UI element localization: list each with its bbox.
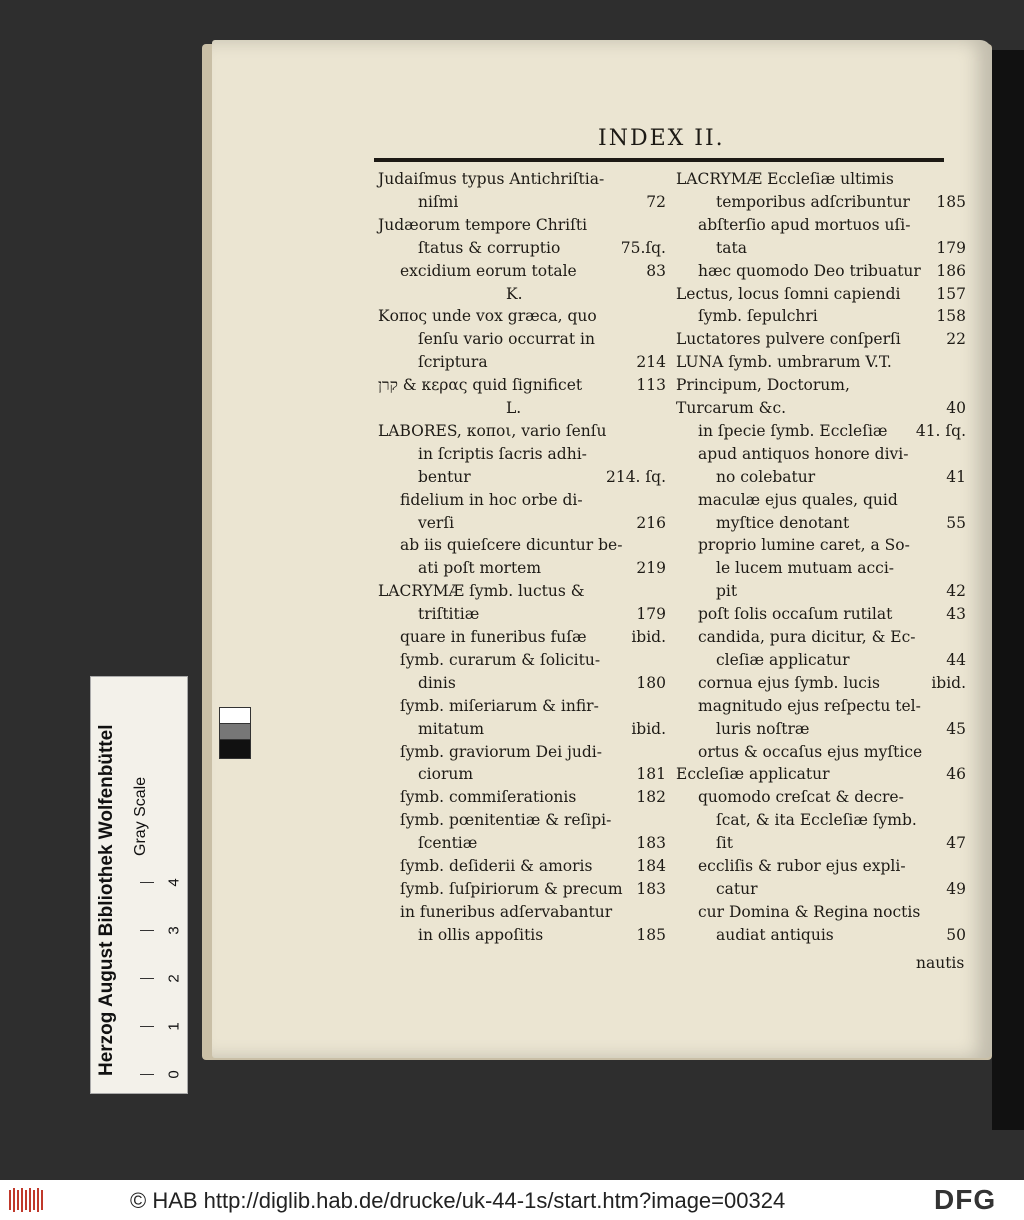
header-rule [374, 158, 944, 162]
page-reference: 179 [936, 238, 966, 257]
index-entry: ati poſt mortem [418, 559, 542, 578]
index-entry: cornua ejus ſymb. lucis [698, 673, 880, 692]
page-reference: 157 [936, 284, 966, 303]
ruler-institution-label: Herzog August Bibliothek Wolfenbüttel [96, 724, 117, 1076]
index-entry: Eccleſiæ applicatur [676, 765, 830, 784]
page-reference: 75.ſq. [620, 238, 666, 257]
index-entry: ſcentiæ [418, 834, 478, 853]
page-reference: 55 [946, 513, 966, 532]
page-reference: 219 [636, 559, 666, 578]
index-entry: luris noſtræ [716, 719, 810, 738]
page-reference: 49 [946, 879, 966, 898]
index-entry: ſcat, & ita Eccleſiæ ſymb. [716, 811, 917, 830]
index-entry: tata [716, 238, 747, 257]
index-entry: ciorum [418, 765, 474, 784]
page-reference: 41 [946, 467, 966, 486]
index-entry: le lucem mutuam acci- [716, 559, 895, 578]
page-reference: 186 [936, 261, 966, 280]
page-reference: 41. ſq. [915, 421, 966, 440]
hab-logo-icon [8, 1186, 48, 1214]
index-entry: magnitudo ejus reſpectu tel- [698, 696, 921, 715]
index-entry: cur Domina & Regina noctis [698, 902, 921, 921]
ruler-mark: 0 [165, 1070, 183, 1079]
index-entry: myſtice denotant [716, 513, 850, 532]
index-entry: L. [506, 399, 522, 417]
index-entry: in ſcriptis ſacris adhi- [418, 444, 587, 463]
page-reference: 214. ſq. [605, 467, 666, 486]
index-entry: eccliſis & rubor ejus expli- [698, 857, 906, 875]
index-entry: ſenſu vario occurrat in [418, 330, 595, 349]
index-entry: Turcarum &c. [676, 399, 787, 417]
index-entry: קרן & κερας quid ſignificet [378, 376, 583, 395]
index-entry: bentur [418, 467, 471, 486]
ruler-mark: 2 [165, 974, 183, 983]
page-reference: 50 [946, 925, 966, 944]
page-reference: 42 [946, 582, 966, 601]
page-reference: ibid. [631, 719, 666, 738]
gray-scale-label: Gray Scale [132, 776, 149, 856]
index-entry: no colebatur [716, 467, 816, 486]
page-reference: 46 [946, 765, 966, 784]
index-entry: fidelium in hoc orbe di- [400, 490, 583, 509]
index-entry: ſymb. ſuſpiriorum & precum [400, 879, 623, 898]
index-entry: in funeribus adſervabantur [400, 902, 613, 921]
page-reference: 179 [636, 605, 666, 624]
index-entry: in ſpecie ſymb. Eccleſiæ [698, 421, 888, 440]
index-entry: dinis [418, 673, 456, 692]
index-entry: LUNA ſymb. umbrarum V.T. [676, 353, 892, 372]
index-entry: K. [506, 284, 523, 303]
index-entry: ſit [716, 834, 733, 853]
index-entry: ſymb. graviorum Dei judi- [400, 742, 602, 761]
index-entry: LABORES, κοποι, vario ſenſu [378, 421, 607, 440]
ruler-mark: 1 [165, 1022, 183, 1031]
index-entry: ſcriptura [418, 353, 488, 372]
index-entry: Κοπος unde vox græca, quo [378, 307, 597, 326]
page-reference: 72 [646, 192, 666, 211]
page-reference: 182 [636, 788, 666, 807]
index-entry: abſterſio apud mortuos uſi- [698, 215, 911, 234]
index-entry: Judæorum tempore Chriſti [378, 215, 588, 234]
index-entry: ſymb. miſeriarum & infir- [400, 696, 599, 715]
index-entry: quare in funeribus fuſæ [400, 628, 587, 646]
page-reference: 45 [946, 719, 966, 738]
index-entry: ſymb. ſepulchri [698, 307, 818, 326]
index-entry: catur [716, 879, 758, 898]
page-reference: 184 [636, 857, 666, 875]
catchword: nautis [916, 954, 965, 972]
index-entry: ortus & occaſus ejus myſtice [698, 742, 923, 761]
page-reference: 216 [636, 513, 666, 532]
index-entry: candida, pura dicitur, & Ec- [698, 628, 916, 646]
ruler-tick [140, 1026, 154, 1027]
page-reference: 43 [946, 605, 966, 624]
index-entry: poſt ſolis occaſum rutilat [698, 605, 893, 624]
ruler-tick [140, 930, 154, 931]
dfg-logo: DFG [934, 1184, 997, 1215]
ruler-mark: 4 [165, 878, 183, 887]
page-reference: 181 [636, 765, 666, 784]
index-entry: ſymb. curarum & ſolicitu- [400, 650, 601, 669]
page-reference: 183 [636, 834, 666, 853]
index-entry: proprio lumine caret, a So- [698, 536, 910, 555]
index-entry: verſi [418, 513, 455, 532]
index-entry: LACRYMÆ ſymb. luctus & [378, 582, 585, 601]
page-reference: 22 [946, 330, 966, 349]
index-entry: temporibus adſcribuntur [716, 192, 910, 211]
page-reference: ibid. [631, 628, 666, 646]
page-reference: 44 [946, 650, 966, 669]
page-reference: 214 [636, 353, 666, 372]
ruler-tick [140, 882, 154, 883]
index-entry: ſymb. deſiderii & amoris [400, 857, 593, 875]
index-entry: hæc quomodo Deo tribuatur [698, 261, 921, 280]
index-entry: Luctatores pulvere conſperſi [676, 330, 901, 349]
index-entry: apud antiquos honore divi- [698, 444, 909, 463]
page-reference: 183 [636, 879, 666, 898]
index-entry: cleſiæ applicatur [716, 650, 850, 669]
index-entry: ſtatus & corruptio [418, 238, 561, 257]
page-reference: 113 [636, 376, 666, 395]
page-reference: 180 [636, 673, 666, 692]
page-reference: ibid. [931, 673, 966, 692]
index-entry: maculæ ejus quales, quid [698, 490, 898, 509]
index-entry: LACRYMÆ Eccleſiæ ultimis [676, 170, 894, 188]
page-reference: 158 [936, 307, 966, 326]
index-entry: ſymb. commiſerationis [400, 788, 577, 807]
page-reference: 185 [936, 192, 966, 211]
page-header: INDEX II. [598, 126, 725, 151]
index-entry: Lectus, locus ſomni capiendi [676, 284, 901, 303]
page-reference: 47 [946, 834, 966, 853]
ruler-mark: 3 [165, 926, 183, 935]
index-entry: mitatum [418, 719, 485, 738]
footer-copyright[interactable]: © HAB http://diglib.hab.de/drucke/uk-44-1s/start.htm?image=00324 [130, 1188, 786, 1213]
index-entry: Principum, Doctorum, [676, 376, 850, 395]
binding-shadow [992, 50, 1024, 1130]
page-reference: 40 [946, 399, 966, 417]
index-entry: niſmi [418, 192, 459, 211]
swatch-black [219, 739, 251, 759]
page-reference: 185 [636, 925, 666, 944]
index-entry: audiat antiquis [716, 925, 834, 944]
page-reference: 83 [646, 261, 666, 280]
index-entry: ſymb. pœnitentiæ & reſipi- [400, 811, 612, 830]
ruler-tick [140, 1074, 154, 1075]
index-entry: pit [716, 582, 738, 601]
index-entry: quomodo creſcat & decre- [698, 788, 904, 807]
index-entry: excidium eorum totale [400, 261, 577, 280]
index-entry: triſtitiæ [418, 605, 480, 624]
index-entry: Judaiſmus typus Antichriſtia- [378, 170, 605, 188]
ruler-tick [140, 978, 154, 979]
index-entry: in ollis appoſitis [418, 925, 544, 944]
index-entry: ab iis quieſcere dicuntur be- [400, 536, 623, 555]
